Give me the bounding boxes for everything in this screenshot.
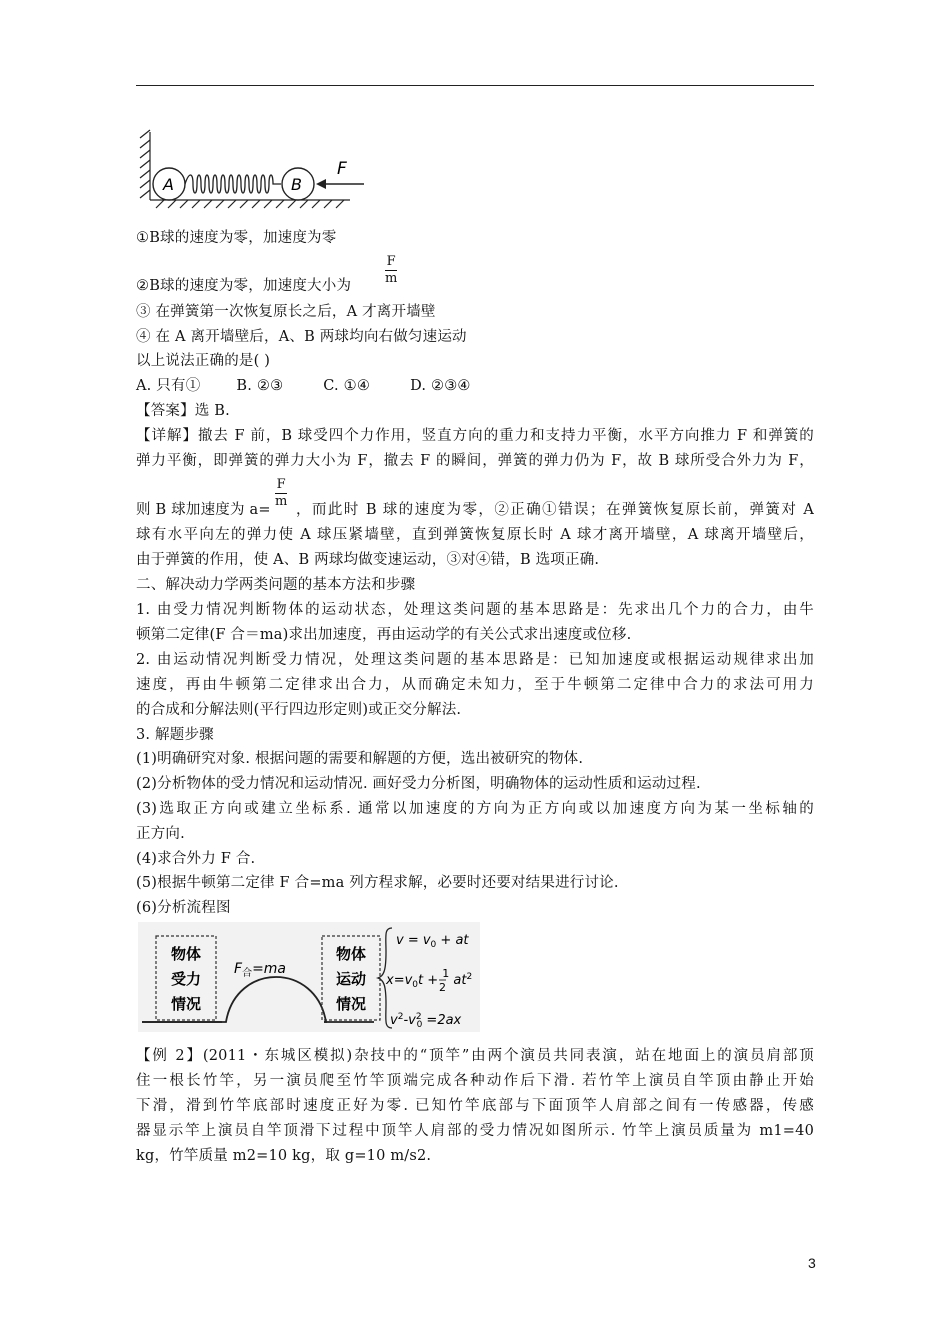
force-label: F xyxy=(337,159,347,179)
detail-fraction-numerator: F xyxy=(276,477,286,492)
step-4: (4)求合外力 F 合. xyxy=(136,851,256,867)
step-2: (2)分析物体的受力情况和运动情况. 画好受力分析图，明确物体的运动性质和运动过程. xyxy=(136,776,701,792)
section-heading: 二、解决动力学两类问题的基本方法和步骤 xyxy=(136,577,416,593)
spring xyxy=(185,175,281,193)
paragraph-3: 3. 解题步骤 xyxy=(136,727,214,743)
detail-line-3-prefix: 则 B 球加速度为 a= xyxy=(136,502,271,518)
answer: 【答案】选 B. xyxy=(136,403,230,419)
equation-3: $v^2-v^2$ 0 =2ax xyxy=(390,1012,462,1030)
paragraph-1b: 顿第二定律(F 合＝ma)求出加速度，再由运动学的有关公式求出速度或位移. xyxy=(136,627,632,643)
right-box-line-3: 情况 xyxy=(335,995,367,1013)
choice-c: C. ①④ xyxy=(323,378,371,394)
paragraph-2c: 的合成和分解法则(平行四边形定则)或正交分解法. xyxy=(136,702,462,718)
left-box-line-3: 情况 xyxy=(170,995,202,1013)
flow-chart xyxy=(138,922,480,1032)
paragraph-2b: 速度，再由牛顿第二定律求出合力，从而确定未知力，至于牛顿第二定律中合力的求法可用力 xyxy=(136,677,814,693)
ball-a-label: A xyxy=(163,175,174,194)
page-number: 3 xyxy=(808,1255,816,1271)
step-1: (1)明确研究对象. 根据问题的需要和解题的方便，选出被研究的物体. xyxy=(136,751,584,767)
choice-b: B. ②③ xyxy=(236,378,284,394)
right-box-line-2: 运动 xyxy=(335,970,367,988)
detail-line-3: ，而此时 B 球的速度为零，②正确①错误；在弹簧恢复原长前，弹簧对 A xyxy=(296,502,814,518)
option-2: ②B球的速度为零，加速度大小为 xyxy=(136,278,352,294)
step-6: (6)分析流程图 xyxy=(136,900,231,916)
detail-line-4: 球有水平向左的弹力使 A 球压紧墙壁，直到弹簧恢复原长时 A 球才离开墙壁，A 球离开墙壁后， xyxy=(136,527,814,543)
choice-a: A. 只有① xyxy=(136,378,201,394)
option-2-fraction xyxy=(385,255,397,286)
example-line-2: 住一根长竹竿，另一演员爬至竹竿顶端完成各种动作后下滑. 若竹竿上演员自竿顶由静止开始 xyxy=(136,1073,814,1089)
fraction-denominator: m xyxy=(385,271,398,286)
equation-1: $v = v_0$ + at xyxy=(396,933,469,950)
ball-b-label: B xyxy=(291,175,302,194)
option-3: ③ 在弹簧第一次恢复原长之后，A 才离开墙壁 xyxy=(136,304,436,320)
choice-d: D. ②③④ xyxy=(410,378,471,394)
spring-balls-figure xyxy=(136,130,376,212)
force-arrow-head xyxy=(316,179,326,189)
step-3a: (3)选取正方向或建立坐标系. 通常以加速度的方向为正方向或以加速度方向为某一坐标轴的 xyxy=(136,801,814,817)
step-5: (5)根据牛顿第二定律 F 合=ma 列方程求解，必要时还要对结果进行讨论. xyxy=(136,875,619,891)
header-rule xyxy=(136,85,814,86)
detail-line-1: 【详解】撤去 F 前，B 球受四个力作用，竖直方向的重力和支持力平衡，水平方向推力 F 和弹簧的 xyxy=(136,428,814,444)
detail-line-2: 弹力平衡，即弹簧的弹力大小为 F，撤去 F 的瞬间，弹簧的弹力仍为 F，故 B 球所受合外力为 F， xyxy=(136,453,814,469)
detail-line-5: 由于弹簧的作用，使 A、B 两球均做变速运动，③对④错，B 选项正确. xyxy=(136,552,600,568)
equation-2: $x=v_0t + ^1$ $at^2$ xyxy=(386,967,473,990)
example-line-1: 【例 2】(2011・东城区模拟)杂技中的“顶竿”由两个演员共同表演，站在地面上的演员肩部顶 xyxy=(136,1048,814,1064)
wall-hatching xyxy=(140,130,150,200)
fraction-numerator: F xyxy=(386,254,396,269)
detail-fraction xyxy=(275,478,287,509)
question: 以上说法正确的是( ) xyxy=(136,353,271,369)
svg-text:2: 2 xyxy=(439,981,446,994)
choices-row xyxy=(136,376,471,396)
left-box-line-2: 受力 xyxy=(170,970,202,988)
example-line-5: kg，竹竿质量 m2=10 kg，取 g=10 m/s2. xyxy=(136,1148,432,1164)
example-line-4: 器显示竿上演员自竿顶滑下过程中顶竿人肩部的受力情况如图所示. 竹竿上演员质量为 m1=40 xyxy=(136,1123,814,1139)
middle-label: $F_合=ma$ xyxy=(234,961,287,979)
paragraph-2a: 2. 由运动情况判断受力情况，处理这类问题的基本思路是：已知加速度或根据运动规律求出加 xyxy=(136,652,814,668)
detail-fraction-denominator: m xyxy=(275,494,288,509)
example-line-3: 下滑，滑到竹竿底部时速度正好为零. 已知竹竿底部与下面顶竿人肩部之间有一传感器，传感 xyxy=(136,1098,814,1114)
step-3b: 正方向. xyxy=(136,826,185,842)
paragraph-1a: 1. 由受力情况判断物体的运动状态，处理这类问题的基本思路是：先求出几个力的合力，由牛 xyxy=(136,602,814,618)
option-1: ①B球的速度为零，加速度为零 xyxy=(136,230,337,246)
floor-hatching xyxy=(150,200,350,208)
left-box-line-1: 物体 xyxy=(170,945,202,963)
option-4: ④ 在 A 离开墙壁后，A、B 两球均向右做匀速运动 xyxy=(136,329,467,345)
right-box-line-1: 物体 xyxy=(335,945,367,963)
